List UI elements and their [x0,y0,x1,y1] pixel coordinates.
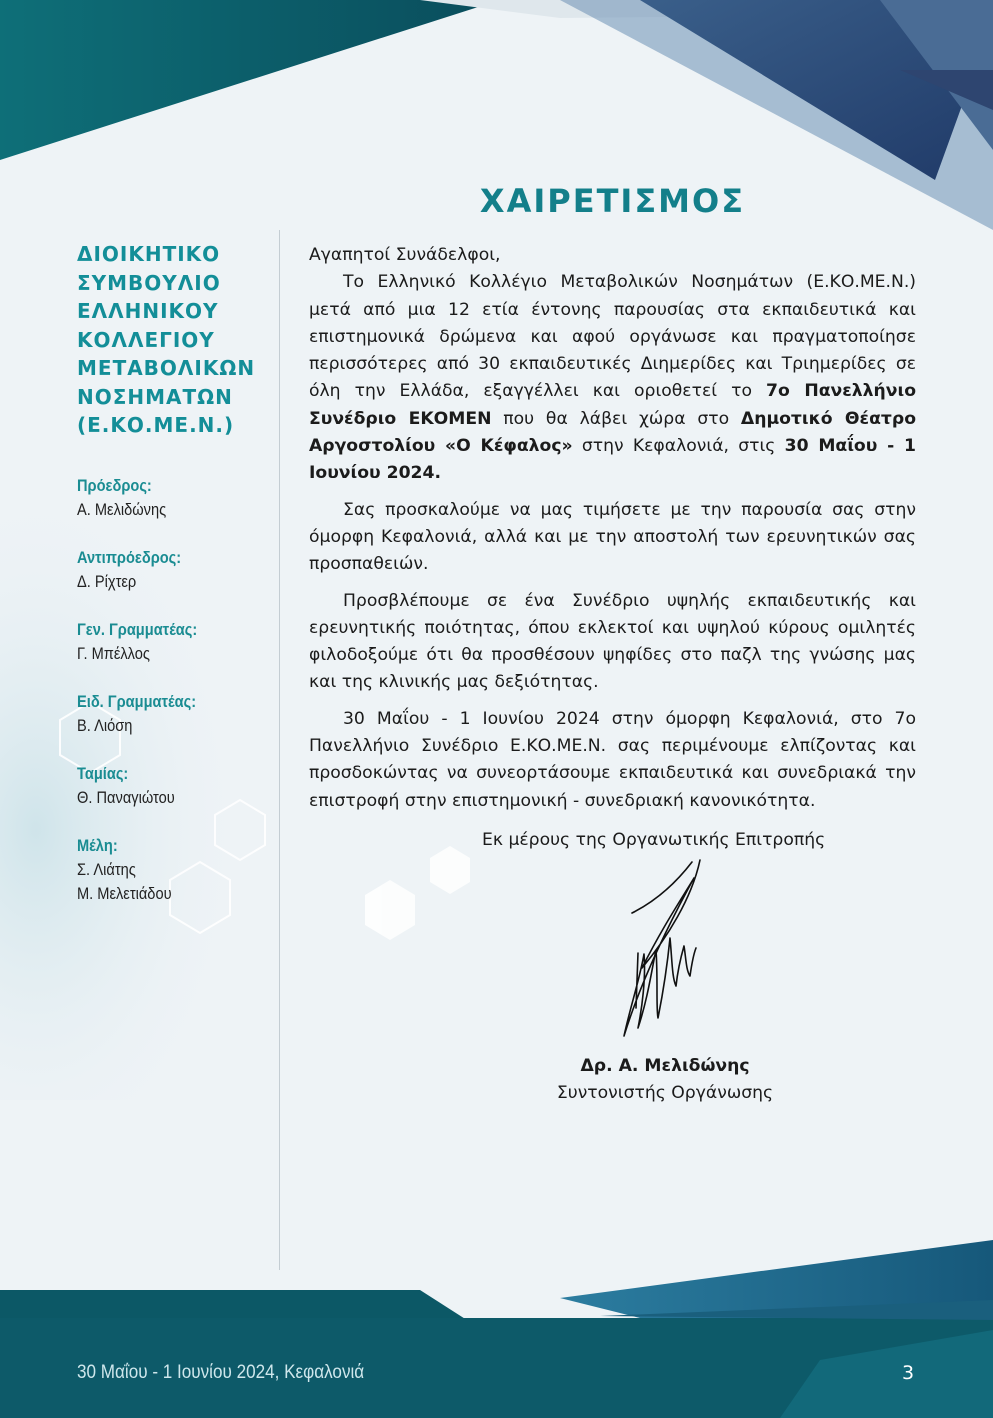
role-special-secretary: Ειδ. Γραμματέας: [77,691,197,711]
paragraph-expectations: Προσβλέπουμε σε ένα Συνέδριο υψηλής εκπαιδευτικής και ερευνητικής ποιότητας, όπου εκλεκτοί και υψηλού κύρους ομιλητές φιλοδοξούμε ότι θα προσθέσουν ψηφίδες στο παζλ της γνώσης μας και της κλινικής μας δεξιότητας. [309,590,916,693]
role-general-secretary: Γεν. Γραμματέας: [77,619,198,639]
greeting: Αγαπητοί Συνάδελφοι, [309,245,501,265]
board-members [77,474,267,906]
signer-block [510,1053,820,1107]
congress-dates: 30 Μαΐου - 1 Ιουνίου 2024. [309,436,916,484]
signer-title: Συντονιστής Οργάνωσης [556,1083,774,1103]
board-line: ΔΙΟΙΚΗΤΙΚΟ [77,242,221,266]
footer-event-dates: 30 Μαΐου - 1 Ιουνίου 2024, Κεφαλονιά [77,1362,365,1383]
letter-body [309,242,916,824]
board-heading [77,240,267,440]
person-vice-president: Δ. Ρίχτερ [77,571,137,591]
page-number: 3 [902,1362,915,1384]
board-line: ΜΕΤΑΒΟΛΙΚΩΝ [77,356,256,380]
role-members: Μέλη: [77,835,118,855]
person-president: Α. Μελιδώνης [77,499,167,519]
person-special-secretary: Β. Λιόση [77,715,133,735]
column-divider [279,230,280,1270]
person-member: Μ. Μελετιάδου [77,883,172,903]
board-line: ΣΥΜΒΟΥΛΙΟ [77,270,221,295]
board-line: ΚΟΛΛΕΓΙΟΥ [77,327,215,352]
person-general-secretary: Γ. Μπέλλος [77,643,150,663]
role-president: Πρόεδρος: [77,475,152,495]
text-span: που θα λάβει χώρα στο [491,408,741,429]
paragraph-closing: 30 Μαΐου - 1 Ιουνίου 2024 στην όμορφη Κεφαλονιά, στο 7ο Πανελλήνιο Συνέδριο Ε.ΚΟ.ΜΕ.Ν. σας περιμένουμε ελπίζοντας και προσδοκώντας να συνεορτάσουμε εκπαιδευτικά και συνεδριακά την επιστροφή στην επιστημονική - συνεδριακή κανονικότητα. [309,708,916,811]
person-treasurer: Θ. Παναγιώτου [77,787,175,807]
person-member: Σ. Λιάτης [77,859,136,879]
role-treasurer: Ταμίας: [77,763,129,783]
board-sidebar [77,240,267,906]
signer-name: Δρ. Α. Μελιδώνης [580,1056,750,1076]
role-vice-president: Αντιπρόεδρος: [77,547,182,567]
signature-image [612,858,727,1048]
venue-name: Δημοτικό Θέατρο Αργοστολίου «Ο Κέφαλος» [309,408,917,457]
board-line: ΝΟΣΗΜΑΤΩΝ [77,384,233,409]
paragraph-invitation: Σας προσκαλούμε να μας τιμήσετε με την παρουσία σας στην όμορφη Κεφαλονιά, αλλά και με την αποστολή των ερευνητικών σας προσπαθειών. [309,499,916,575]
page-title: ΧΑΙΡΕΤΙΣΜΟΣ [479,182,746,220]
text-span: στην Κεφαλονιά, στις [572,436,785,457]
paragraph-announcement [309,269,916,487]
board-line: (Ε.ΚΟ.ΜΕ.Ν.) [77,413,235,437]
board-line: ΕΛΛΗΝΙΚΟΥ [77,299,219,323]
closing-line: Εκ μέρους της Οργανωτικής Επιτροπής [482,830,826,850]
text-span: Το Ελληνικό Κολλέγιο Μεταβολικών Νοσημάτων (Ε.ΚΟ.ΜΕ.Ν.) μετά από μια 12 ετία έντονης παρουσίας στα εκπαιδευτικά και επιστημονικά δρώμενα και αφού οργάνωσε και πραγματοποίησε περισσότερες από 30 εκπαιδευτικές Διημερίδες και Τριημερίδες σε όλη την Ελλάδα, εξαγγέλλει και οριοθετεί το [309,272,916,402]
congress-name: 7ο Πανελλήνιο Συνέδριο ΕΚΟΜΕΝ [309,381,916,429]
